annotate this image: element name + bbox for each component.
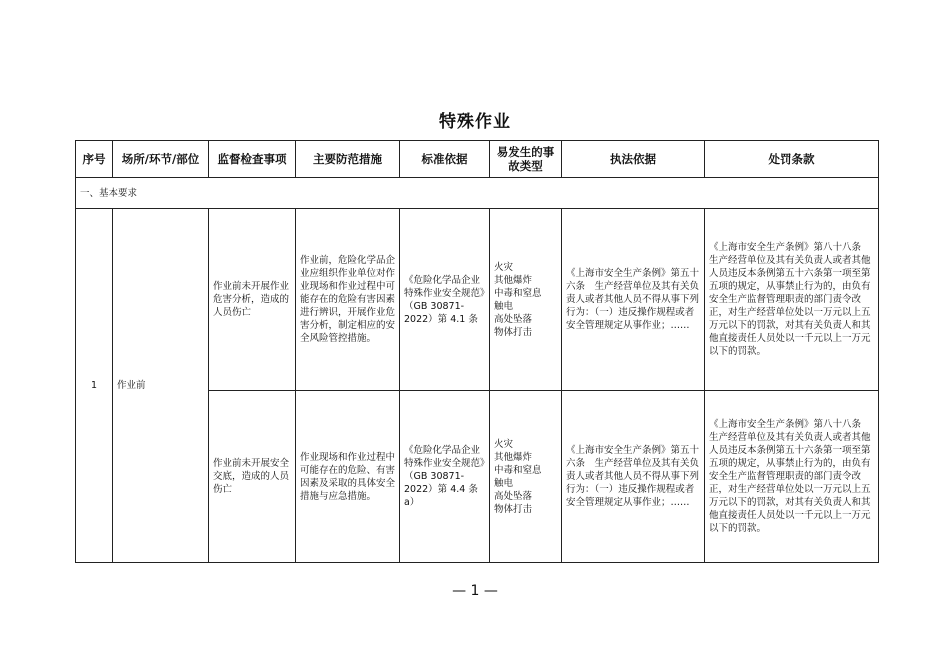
header-cell: 易发生的事故类型 [490,141,562,178]
header-cell: 执法依据 [562,141,705,178]
penalty-cell: 《上海市安全生产条例》第八十八条 生产经营单位及其有关负责人或者其他人员违反本条例第五十六条第一项至第五项的规定，从事禁止行为的，由负有安全生产监督管理职责的部门责令改正，对生产经营单位处以一万元以上五万元以下的罚款，对其有关负责人和其他直接责任人员处以一千元以上一万元以下的罚款。 [705,391,879,563]
section-title: 一、基本要求 [76,178,879,209]
inspection-item-cell: 作业前未开展作业危害分析，造成的人员伤亡 [209,209,296,391]
table-row [76,209,879,391]
header-cell: 监督检查事项 [209,141,296,178]
header-cell: 处罚条款 [705,141,879,178]
header-cell: 场所/环节/部位 [113,141,209,178]
inspection-table [75,140,879,563]
law-basis-cell: 《上海市安全生产条例》第五十六条 生产经营单位及其有关负责人或者其他人员不得从事下列行为：（一）违反操作规程或者安全管理规定从事作业；…… [562,209,705,391]
header-row [76,141,879,178]
document-title: 特殊作业 [439,112,511,132]
header-cell: 标准依据 [400,141,490,178]
page-number: — 1 — [452,583,498,599]
standard-cell: 《危险化学品企业特殊作业安全规范》（GB 30871-2022）第 4.1 条 [400,209,490,391]
standard-cell: 《危险化学品企业特殊作业安全规范》（GB 30871-2022）第 4.4 条 a） [400,391,490,563]
location-cell: 作业前 [113,209,209,563]
section-row [76,178,879,209]
law-basis-cell: 《上海市安全生产条例》第五十六条 生产经营单位及其有关负责人或者其他人员不得从事下列行为：（一）违反操作规程或者安全管理规定从事作业；…… [562,391,705,563]
measures-cell: 作业前，危险化学品企业应组织作业单位对作业现场和作业过程中可能存在的危险有害因素进行辨识，开展作业危害分析，制定相应的安全风险管控措施。 [296,209,400,391]
inspection-item-cell: 作业前未开展安全交底，造成的人员伤亡 [209,391,296,563]
row-number: 1 [76,209,113,563]
penalty-cell: 《上海市安全生产条例》第八十八条 生产经营单位及其有关负责人或者其他人员违反本条例第五十六条第一项至第五项的规定，从事禁止行为的，由负有安全生产监督管理职责的部门责令改正，对生产经营单位处以一万元以上五万元以下的罚款，对其有关负责人和其他直接责任人员处以一千元以上一万元以下的罚款。 [705,209,879,391]
accident-types-cell: 火灾 其他爆炸 中毒和窒息 触电 高处坠落 物体打击 [490,209,562,391]
measures-cell: 作业现场和作业过程中可能存在的危险、有害因素及采取的具体安全措施与应急措施。 [296,391,400,563]
header-cell: 序号 [76,141,113,178]
header-cell: 主要防范措施 [296,141,400,178]
accident-types-cell: 火灾 其他爆炸 中毒和窒息 触电 高处坠落 物体打击 [490,391,562,563]
